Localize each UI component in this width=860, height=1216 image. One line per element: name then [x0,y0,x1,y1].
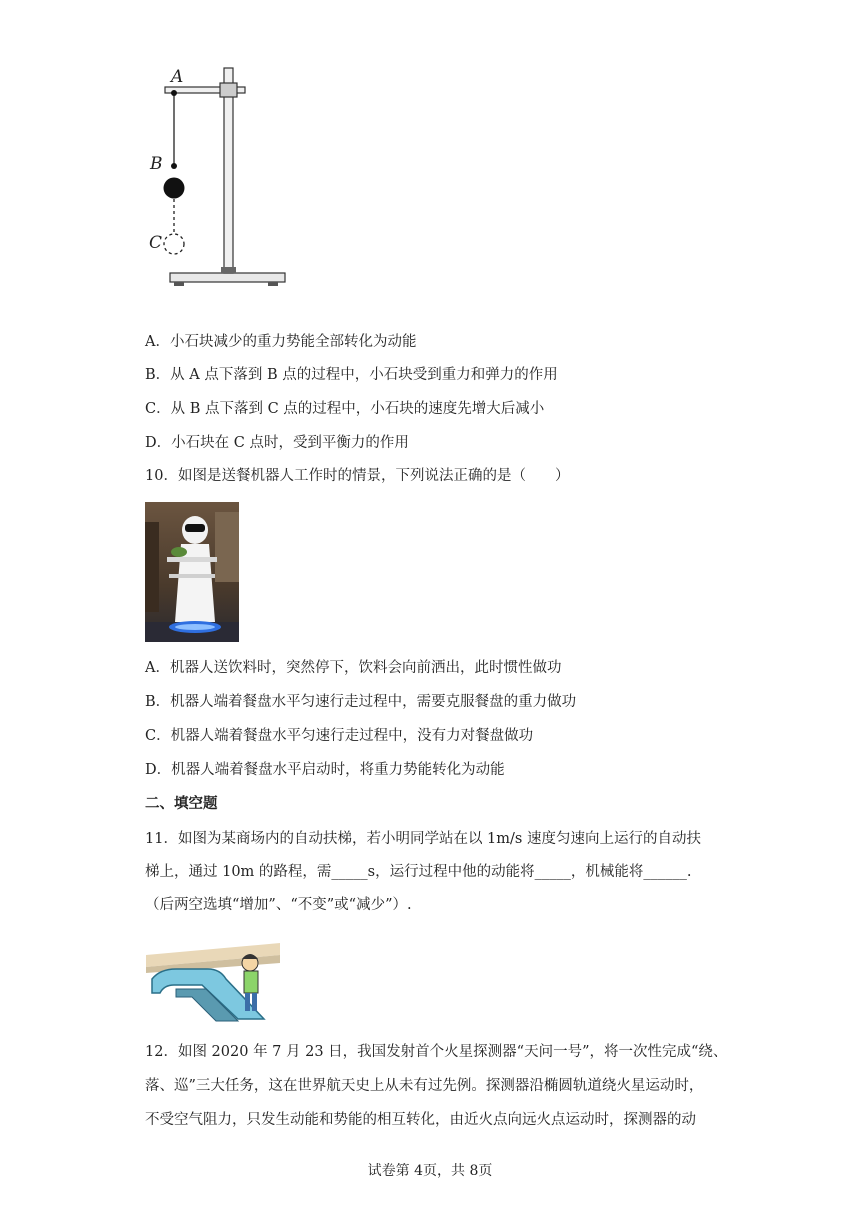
q9-option-a: A．小石块减少的重力势能全部转化为动能 [145,334,417,350]
q10-option-a: A．机器人送饮料时，突然停下，饮料会向前洒出，此时惯性做功 [145,660,562,676]
q10-option-c: C．机器人端着餐盘水平匀速行走过程中，没有力对餐盘做功 [145,728,534,744]
q10-stem: 10．如图是送餐机器人工作时的情景，下列说法正确的是（ ） [145,468,570,484]
escalator-figure [146,933,280,1025]
label-a: A [171,67,184,87]
stand-figure [140,62,300,292]
q12-line-2: 落、巡”三大任务，这在世界航天史上从未有过先例。探测器沿椭圆轨道绕火星运动时， [145,1078,704,1094]
q11-line-3: （后两空选填“增加”、“不变”或“减少”）. [145,897,412,913]
q10-option-d: D．机器人端着餐盘水平启动时，将重力势能转化为动能 [145,762,505,778]
q11-line-1: 11．如图为某商场内的自动扶梯，若小明同学站在以 1m/s 速度匀速向上运行的自动扶 [145,831,701,847]
q10-option-b: B．机器人端着餐盘水平匀速行走过程中，需要克服餐盘的重力做功 [145,694,577,710]
q9-option-d: D．小石块在 C 点时，受到平衡力的作用 [145,435,409,451]
page-footer: 试卷第 4页，共 8页 [367,1163,493,1179]
q12-line-3: 不受空气阻力，只发生动能和势能的相互转化，由近火点向远火点运动时，探测器的动 [145,1112,696,1128]
q11-line-2: 梯上，通过 10m 的路程，需_____s，运行过程中他的动能将_____，机械能将______. [145,864,692,880]
section-title: 二、填空题 [145,795,218,812]
robot-photo [145,502,239,642]
q9-option-b: B．从 A 点下落到 B 点的过程中，小石块受到重力和弹力的作用 [145,367,558,383]
label-b: B [150,154,163,174]
q12-line-1: 12．如图 2020 年 7 月 23 日，我国发射首个火星探测器“天问一号”，将一次性完成“绕、 [145,1044,728,1060]
q9-option-c: C．从 B 点下落到 C 点的过程中，小石块的速度先增大后减小 [145,401,545,417]
label-c: C [149,233,163,253]
